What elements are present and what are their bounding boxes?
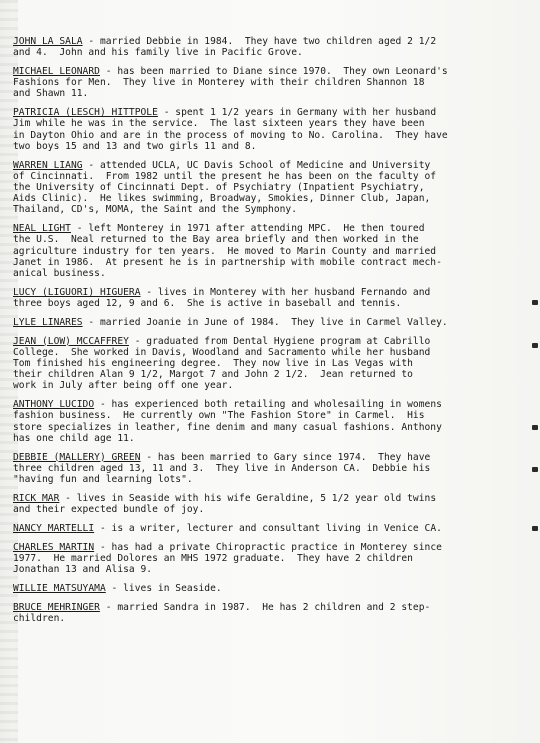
alumni-entry [13, 317, 535, 328]
alumni-entry [13, 287, 535, 309]
entry-text: in Dayton Ohio and are in the process of moving to No. Carolina. They have [13, 129, 448, 141]
entry-text: - is a writer, lecturer and consultant living in Venice CA. [94, 522, 442, 534]
alumni-entry [13, 452, 535, 486]
entry-text: Thailand, CD's, MOMA, the Saint and the Symphony. [13, 204, 297, 216]
entry-text: - has been married to Diane since 1970. They own Leonard's [99, 66, 448, 77]
entry-text: fashion business. He currently own "The Fashion Store" in Carmel. His [13, 410, 425, 422]
entry-text: three children aged 13, 11 and 3. They live in Anderson CA. Debbie his [13, 462, 431, 474]
entry-name: PATRICIA (LESCH) HITTPOLE [13, 107, 158, 119]
alumni-entry [13, 602, 535, 624]
alumni-entry [13, 36, 535, 58]
entry-text: children. [13, 612, 66, 624]
entry-text: - attended UCLA, UC Davis School of Medicine and University [82, 159, 431, 171]
entry-text: - married Joanie in June of 1984. They live in Carmel Valley. [82, 316, 448, 328]
entry-text: - married Debbie in 1984. They have two children aged 2 1/2 [82, 36, 437, 47]
entry-name: RICK MAR [13, 492, 60, 504]
entry-name: BRUCE MEHRINGER [13, 601, 100, 613]
entry-name: JEAN (LOW) MCCAFFREY [13, 335, 129, 347]
alumni-entry [13, 523, 535, 534]
alumni-entry [13, 107, 535, 152]
entry-name: DEBBIE (MALLERY) GREEN [13, 451, 141, 463]
entry-name: CHARLES MARTIN [13, 541, 95, 553]
entry-text: work in July after being off one year. [13, 380, 234, 392]
entry-text: - has experienced both retailing and wholesailing in womens [94, 399, 442, 411]
alumni-entry [13, 542, 535, 576]
entry-text: has one child age 11. [13, 432, 135, 444]
entry-name: NANCY MARTELLI [13, 522, 95, 534]
entry-text: the University of Cincinnati Dept. of Psychiatry (Inpatient Psychiatry, [13, 182, 425, 194]
entry-text: Jonathan 13 and Alisa 9. [13, 564, 153, 576]
entry-name: ANTHONY LUCIDO [13, 399, 95, 411]
entry-text: Jim while he was in the service. The last sixteen years they have been [13, 118, 425, 130]
alumni-entry [13, 66, 535, 100]
entry-text: - lives in Seaside with his wife Geraldine, 5 1/2 year old twins [59, 492, 437, 504]
entry-text: Fashions for Men. They live in Monterey with their children Shannon 18 [13, 77, 425, 89]
entry-text: - married Sandra in 1987. He has 2 children and 2 step- [99, 601, 431, 613]
entry-name: JOHN LA SALA [13, 36, 83, 47]
entry-name: MICHAEL LEONARD [13, 66, 100, 77]
entry-text: Tom finished his engineering degree. They now live in Las Vegas with [13, 358, 413, 370]
entry-name: NEAL LIGHT [13, 223, 71, 235]
entry-name: WARREN LIANG [13, 159, 83, 171]
entry-text: - has had a private Chiropractic practice in Monterey since [94, 541, 442, 553]
entry-text: - lives in Monterey with her husband Fernando and [140, 286, 431, 298]
entry-text: anical business. [13, 268, 106, 280]
entry-text: - lives in Seaside. [105, 582, 222, 594]
alumni-entry [13, 399, 535, 444]
entry-text: and 4. John and his family live in Pacific Grove. [13, 47, 303, 59]
entry-text: - left Monterey in 1971 after attending MPC. He then toured [70, 223, 425, 235]
entry-text: "having fun and learning lots". [13, 474, 193, 486]
alumni-entry [13, 583, 535, 594]
entry-text: and their expected bundle of joy. [13, 504, 205, 516]
entry-text: - graduated from Dental Hygiene program at Cabrillo [128, 335, 431, 347]
entry-text: the U.S. Neal returned to the Bay area briefly and then worked in the [13, 234, 419, 246]
entry-text: Janet in 1986. At present he is in partnership with mobile contract mech- [13, 256, 442, 268]
entry-text: two boys 15 and 13 and two girls 11 and 8. [13, 140, 257, 152]
alumni-entry [13, 336, 535, 392]
entry-text: of Cincinnati. From 1982 until the present he has been on the faculty of [13, 170, 437, 182]
entry-name: LUCY (LIGUORI) HIGUERA [13, 286, 141, 298]
entry-text: and Shawn 11. [13, 88, 89, 100]
entry-text: Aids Clinic). He likes swimming, Broadway, Smokies, Dinner Club, Japan, [13, 193, 431, 205]
entry-text: College. She worked in Davis, Woodland and Sacramento while her husband [13, 346, 431, 358]
entry-text: store specializes in leather, fine denim and many casual fashions. Anthony [13, 421, 442, 433]
entry-name: WILLIE MATSUYAMA [13, 582, 106, 594]
entry-text: agriculture industry for ten years. He moved to Marin County and married [13, 245, 437, 257]
entry-text: three boys aged 12, 9 and 6. She is active in baseball and tennis. [13, 298, 402, 310]
alumni-entry [13, 160, 535, 216]
alumni-entry [13, 493, 535, 515]
entry-text: - has been married to Gary since 1974. They have [140, 451, 431, 463]
alumni-entry [13, 223, 535, 279]
entry-name: LYLE LINARES [13, 316, 83, 328]
entry-text: 1977. He married Dolores an MHS 1972 graduate. They have 2 children [13, 552, 413, 564]
alumni-entries [13, 36, 535, 632]
entry-text: - spent 1 1/2 years in Germany with her husband [157, 107, 437, 119]
entry-text: their children Alan 9 1/2, Margot 7 and John 2 1/2. Jean returned to [13, 369, 413, 381]
